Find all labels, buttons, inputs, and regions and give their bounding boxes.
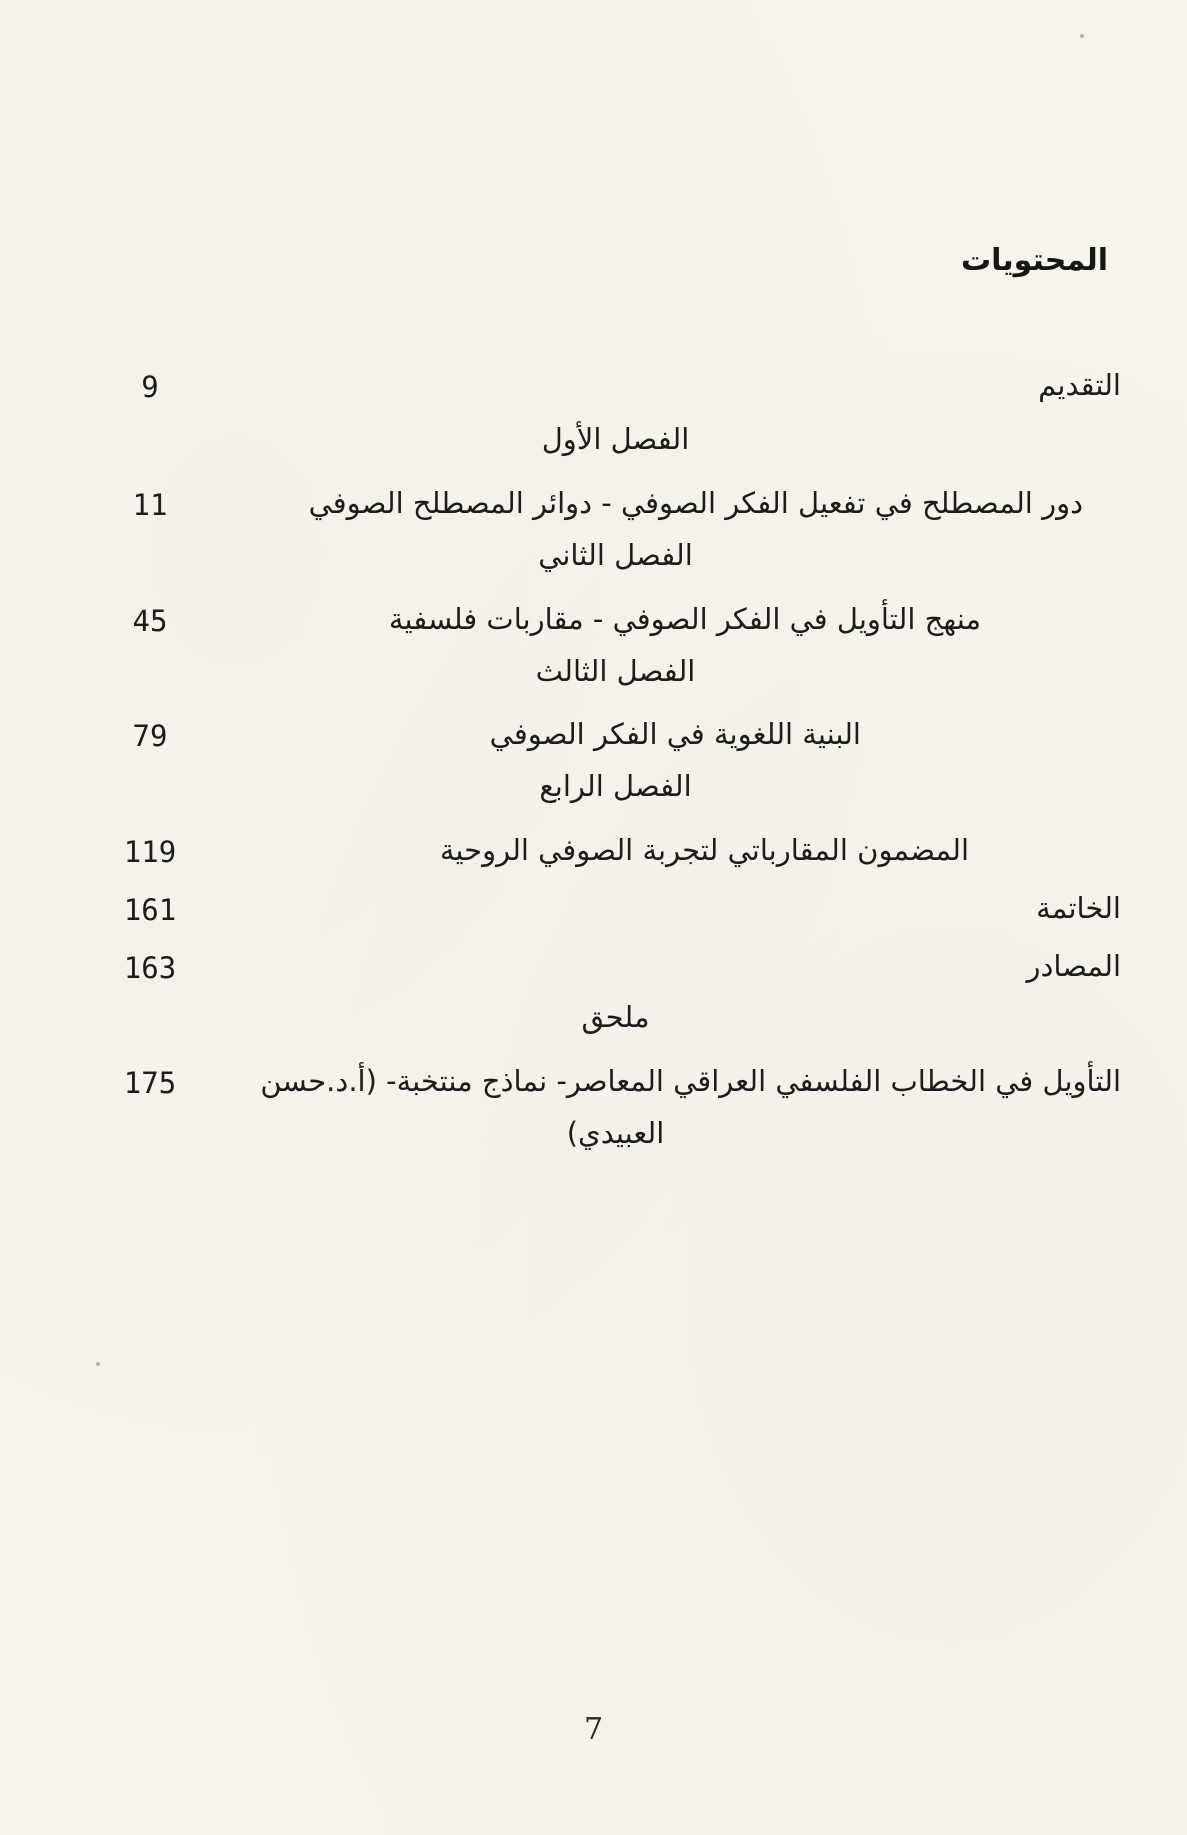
- entry-title-continuation: العبيدي): [566, 1116, 665, 1150]
- entry-page-number: 119: [123, 835, 177, 869]
- toc-heading: المحتويات: [960, 243, 1108, 278]
- toc-entry: [110, 1058, 1121, 1116]
- chapter-heading: الفصل الثالث: [535, 654, 696, 688]
- entry-title: التأويل في الخطاب الفلسفي العراقي المعاصر- نماذج منتخبة- (أ.د.حسن: [260, 1064, 1121, 1098]
- entry-page-number: 9: [141, 370, 159, 404]
- entry-page-number: 45: [132, 604, 168, 638]
- toc-entry: [110, 480, 1121, 538]
- entry-page-number: 161: [123, 893, 177, 927]
- entry-title: البنية اللغوية في الفكر الصوفي: [489, 717, 861, 751]
- entry-page-number: 79: [132, 719, 168, 753]
- toc-entry: [110, 827, 1121, 885]
- entry-page-number: 175: [123, 1066, 177, 1100]
- entry-page-number: 163: [123, 951, 177, 985]
- appendix-heading: ملحق: [581, 1000, 650, 1034]
- entry-title: منهج التأويل في الفكر الصوفي - مقاربات فلسفية: [388, 602, 981, 636]
- toc-entry: [110, 596, 1121, 654]
- toc-entry: [110, 711, 1121, 769]
- entry-title: دور المصطلح في تفعيل الفكر الصوفي - دوائر المصطلح الصوفي: [308, 486, 1083, 520]
- entry-title: الخاتمة: [1036, 891, 1121, 925]
- entry-title: المضمون المقارباتي لتجربة الصوفي الروحية: [439, 833, 969, 867]
- paper-speck: [1080, 34, 1084, 38]
- toc-entry: [110, 362, 1121, 420]
- chapter-heading: الفصل الثاني: [538, 538, 693, 572]
- entry-title: التقديم: [1038, 368, 1121, 402]
- chapter-heading: الفصل الأول: [541, 422, 690, 456]
- entry-page-number: 11: [132, 488, 168, 522]
- page-number: 7: [583, 1712, 604, 1747]
- paper-speck: [96, 1362, 100, 1366]
- chapter-heading: الفصل الرابع: [539, 769, 692, 803]
- toc-entry: [110, 943, 1121, 1001]
- toc-entry: [110, 885, 1121, 943]
- entry-title: المصادر: [1026, 949, 1121, 983]
